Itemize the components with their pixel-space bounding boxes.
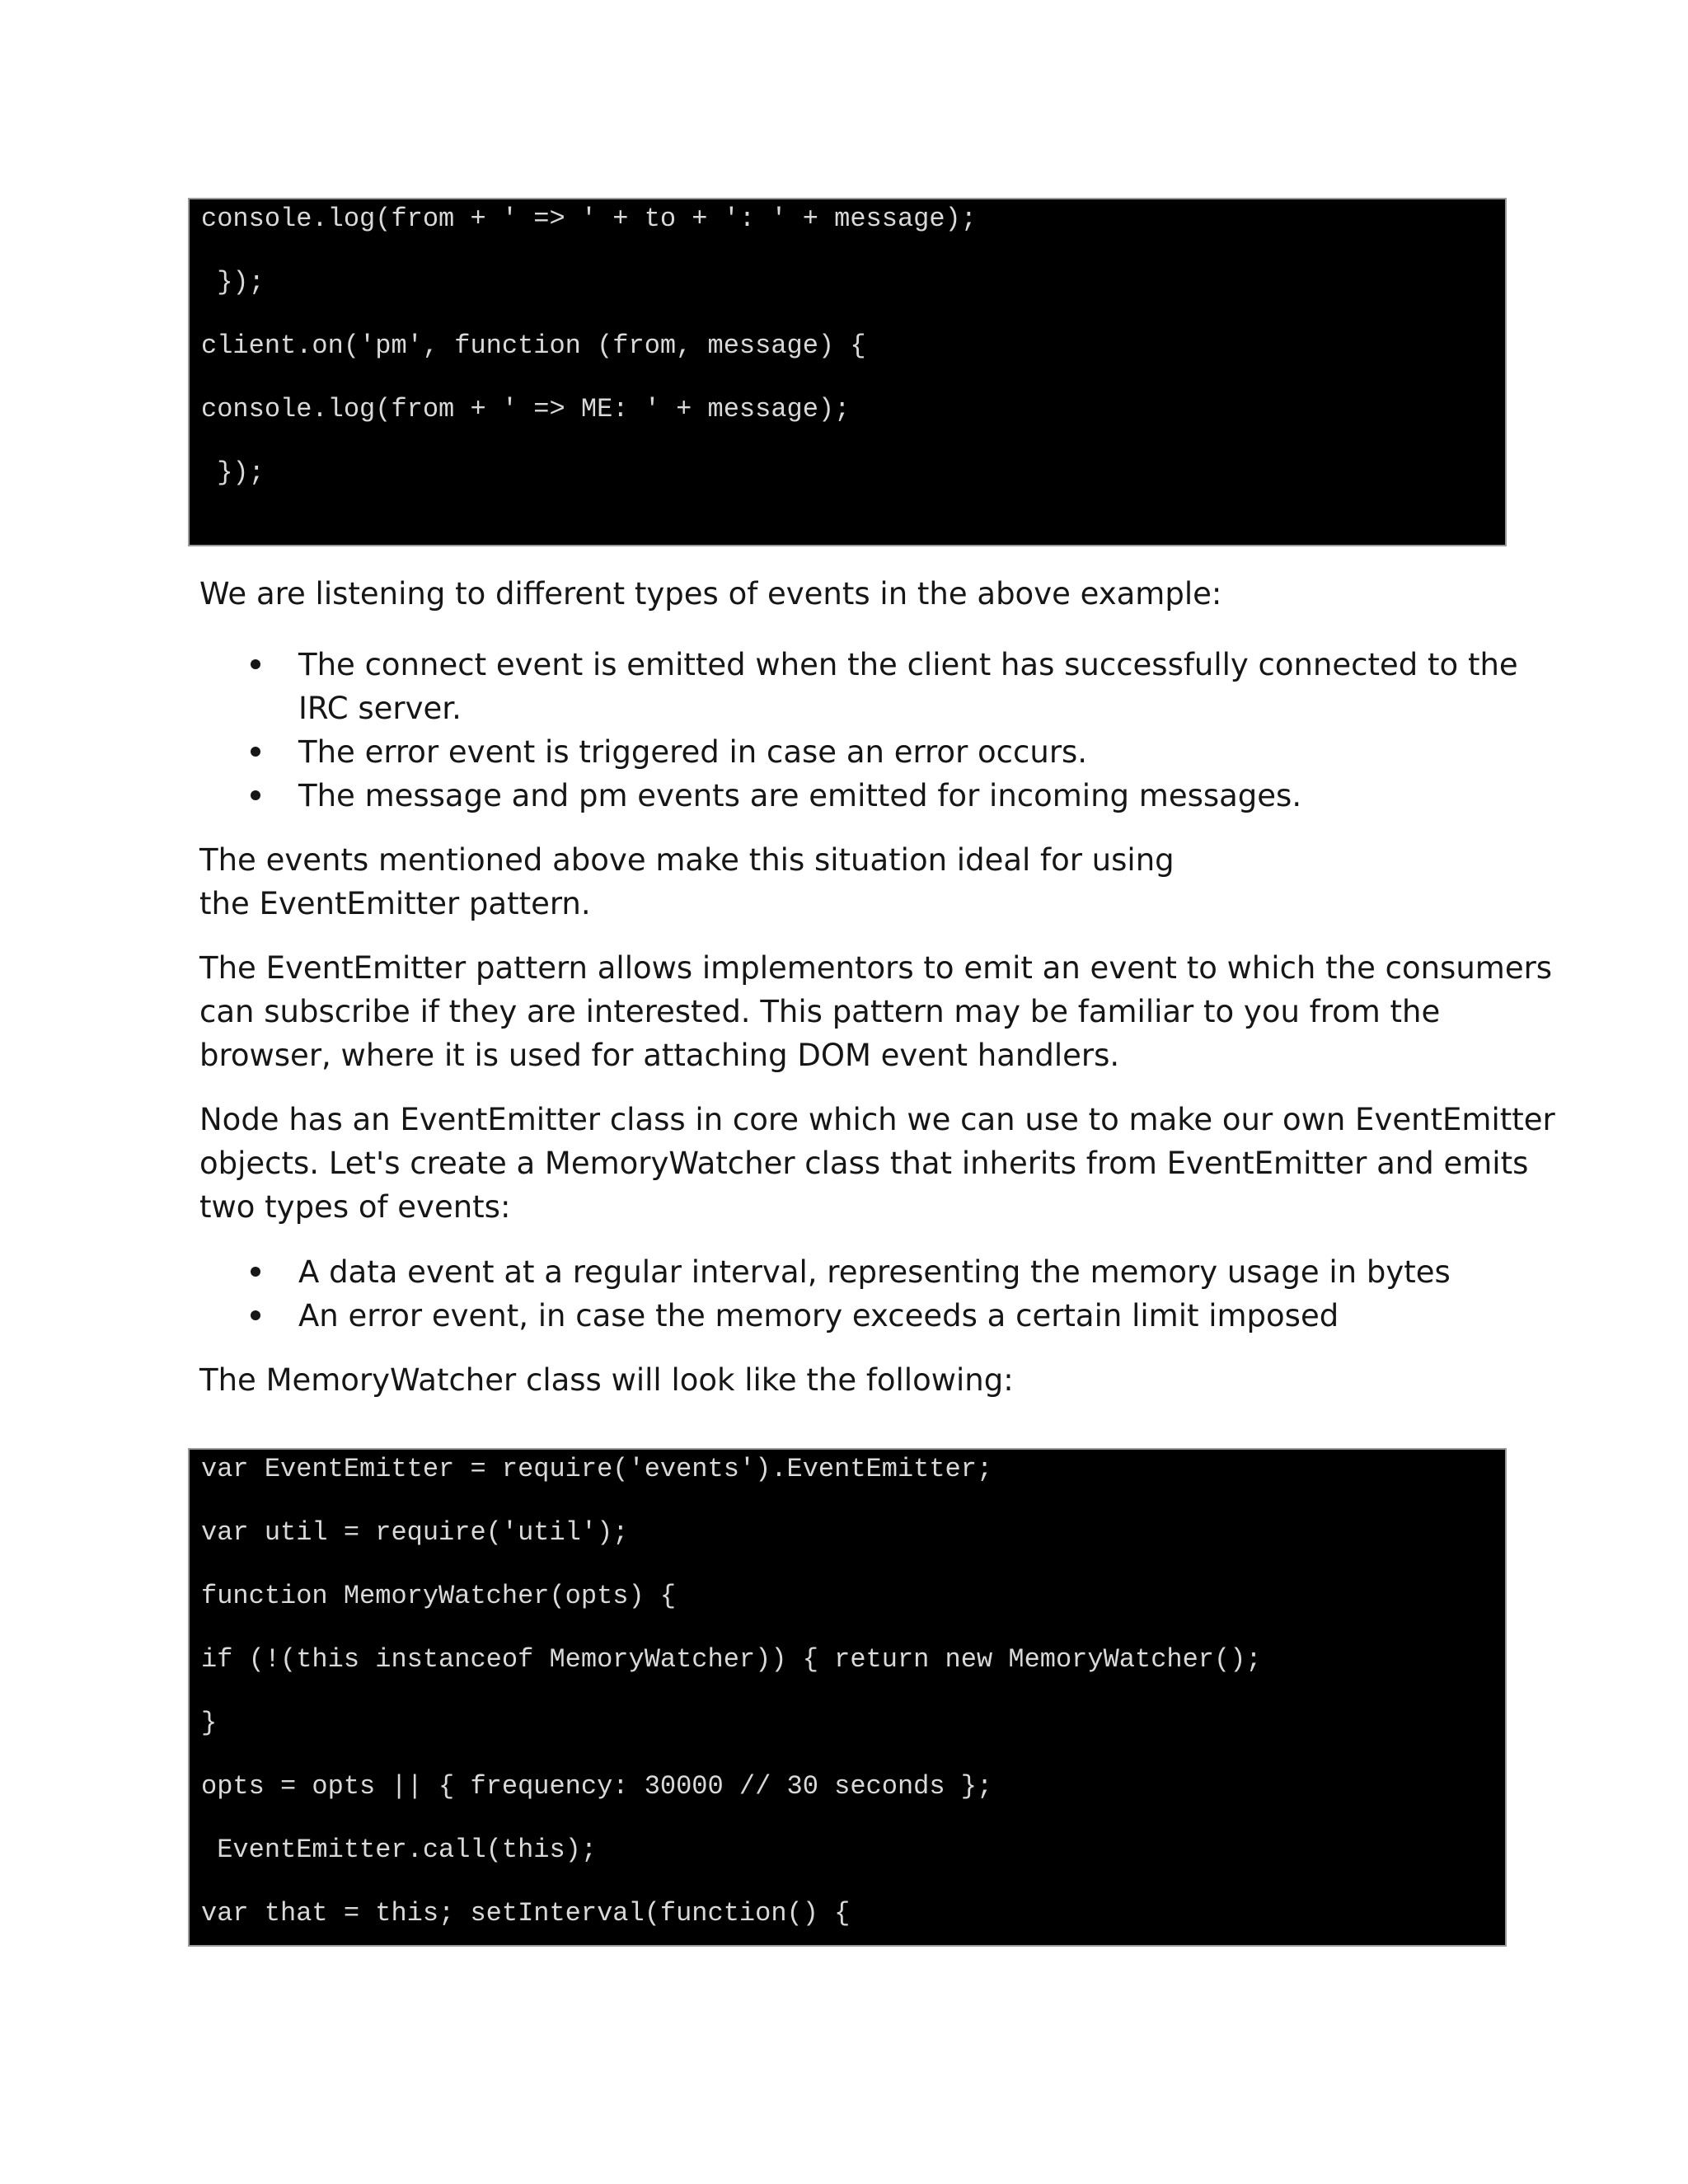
bullet-icon [251,747,260,757]
list-item: The error event is triggered in case an error occurs. [298,734,1088,770]
list-item-continuation: IRC server. [298,691,462,726]
code-block-memory-watcher [188,1448,1507,1947]
list-item: An error event, in case the memory exceeds a certain limit imposed [298,1298,1339,1333]
bullet-icon [251,1310,260,1320]
paragraph-intro: We are listening to different types of events in the above example: [199,576,1222,612]
code-line: client.on('pm', function (from, message) { [201,330,866,361]
code-line: if (!(this instanceof MemoryWatcher)) { return new MemoryWatcher(); [201,1644,1262,1675]
list-item: The connect event is emitted when the client has successfully connected to the [298,647,1518,682]
code-line: } [201,1708,218,1738]
paragraph-node-line: two types of events: [199,1189,511,1225]
paragraph-pattern-line: The EventEmitter pattern allows implementors to emit an event to which the consumers [199,950,1553,986]
paragraph-pattern-line: browser, where it is used for attaching DOM event handlers. [199,1038,1120,1073]
code-line: }); [201,267,265,298]
paragraph-ideal-line: The events mentioned above make this situation ideal for using [199,842,1175,878]
code-line: console.log(from + ' => ME: ' + message); [201,394,851,424]
code-line: console.log(from + ' => ' + to + ': ' + message); [201,204,977,234]
code-line: var EventEmitter = require('events').EventEmitter; [201,1454,993,1484]
list-item: The message and pm events are emitted for incoming messages. [298,778,1302,813]
paragraph-ideal-line: the EventEmitter pattern. [199,886,591,921]
code-line: var that = this; setInterval(function() { [201,1898,851,1929]
paragraph-node-line: Node has an EventEmitter class in core which we can use to make our own EventEmitter [199,1102,1555,1137]
code-line: var util = require('util'); [201,1517,629,1548]
code-line: }); [201,457,265,488]
paragraph-pattern-line: can subscribe if they are interested. This pattern may be familiar to you from the [199,994,1441,1029]
code-block-irc-listeners [188,198,1507,546]
code-line: function MemoryWatcher(opts) { [201,1581,677,1611]
paragraph-node-line: objects. Let's create a MemoryWatcher class that inherits from EventEmitter and emits [199,1146,1529,1181]
bullet-icon [251,659,260,669]
bullet-icon [251,1267,260,1277]
code-line: EventEmitter.call(this); [201,1835,598,1865]
bullet-icon [251,790,260,800]
list-item: A data event at a regular interval, representing the memory usage in bytes [298,1254,1451,1290]
paragraph-watcher-intro: The MemoryWatcher class will look like the following: [199,1362,1014,1398]
code-line: opts = opts || { frequency: 30000 // 30 seconds }; [201,1771,993,1802]
